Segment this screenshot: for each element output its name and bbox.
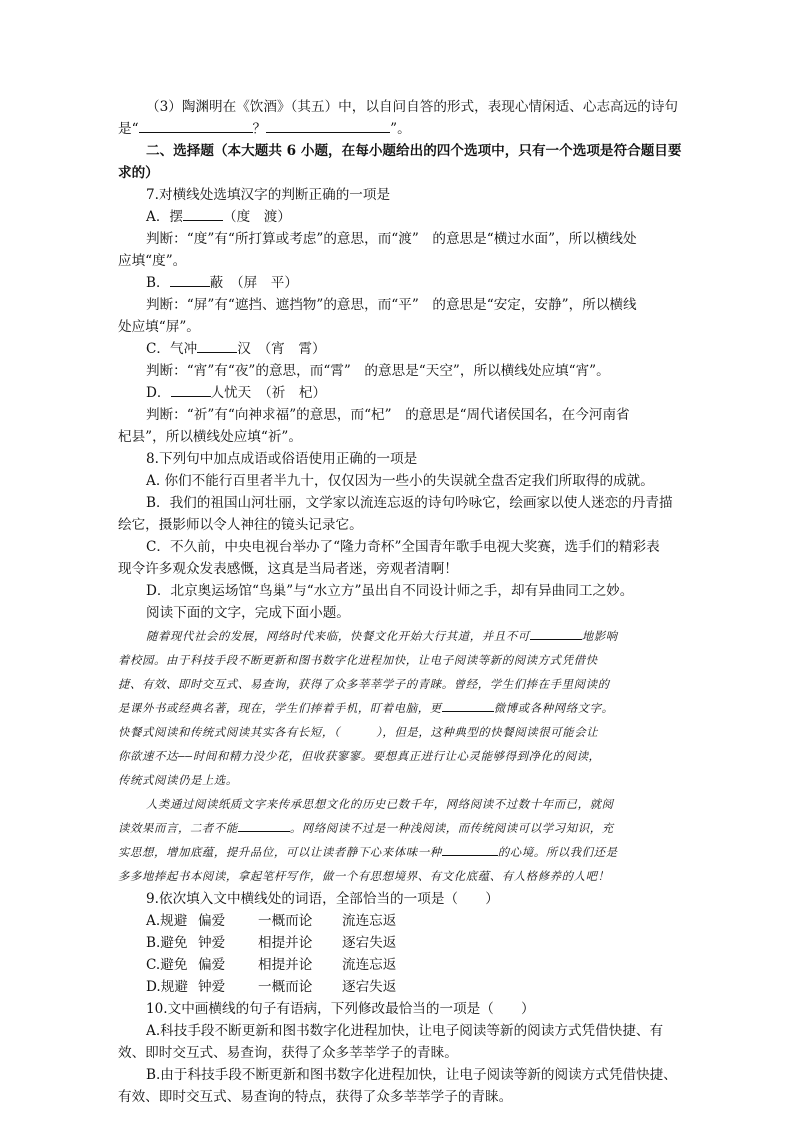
passage-blank-1: [530, 627, 582, 640]
q9-option-d: [118, 976, 698, 998]
q10-option-b-cont: 有效、即时交互式、易查询的特点，获得了众多莘莘学子的青睐。: [118, 1089, 513, 1105]
q7-c-tail: 汉 （宵 霄）: [237, 341, 326, 357]
q9-c-word-1: C.避免: [146, 957, 188, 973]
q9-option-b: [118, 932, 698, 954]
q9-c-word-4: 流连忘返: [342, 957, 397, 973]
q7-b-blank: [170, 272, 210, 287]
passage-p2-line3: [118, 840, 698, 864]
passage-blank-4: [442, 843, 498, 856]
passage-p1-line4: [118, 696, 698, 720]
q7-a-tail: （度 渡）: [223, 209, 291, 225]
passage-p2-line1: 人类通过阅读纸质文字来传承思想文化的历史已数千年，网络阅读不过数十年而已，就阅: [146, 797, 614, 811]
passage-p1-line6: 你欲速不达——时间和精力没少花，但收获寥寥。要想真正进行让心灵能够得到净化的阅读，: [118, 749, 601, 763]
passage-text: 是课外书或经典名著，现在，学生们捧着手机，盯着电脑，更: [118, 701, 442, 715]
q7-d-tail: 人忧天 （祈 杞）: [210, 385, 327, 401]
q9-a-word-3: 一概而论: [258, 913, 313, 929]
q9-b-word-2: 钟爱: [198, 935, 226, 951]
q9-d-word-4: 逐宕失返: [342, 979, 397, 995]
q7-c-judge: 判断：“宵”有“夜”的意思，而“霄” 的意思是“天空”，所以横线处应填“宵”。: [146, 363, 610, 379]
q9-option-c: [118, 954, 698, 976]
q7-option-b: [118, 272, 698, 294]
passage-text: 。网络阅读不过是一种浅阅读，而传统阅读可以学习知识，充: [289, 821, 614, 835]
passage-text: 地影响: [581, 629, 618, 643]
document-page: [118, 96, 698, 1108]
passage-text: 随着现代社会的发展，网络时代来临，快餐文化开始大行其道，并且不可: [146, 629, 530, 643]
q8-stem: 8.下列句中加点成语或俗语使用正确的一项是: [146, 451, 418, 467]
q6-3-line2: [118, 118, 698, 140]
q10-option-a: A.科技手段不断更新和图书数字化进程加快，让电子阅读等新的阅读方式凭借快捷、有: [146, 1023, 664, 1039]
q9-a-word-4: 流连忘返: [342, 913, 397, 929]
passage-blank-3: [238, 819, 290, 832]
q6-3-quote-close: ”。: [390, 121, 411, 137]
q9-b-word-1: B.避免: [146, 935, 188, 951]
q10-option-a-cont: 效、即时交互式、易查询，获得了众多莘莘学子的青睐。: [118, 1045, 458, 1061]
q9-stem: 9.依次填入文中横线处的词语，全部恰当的一项是（ ）: [146, 891, 499, 907]
q7-a-label: A．摆: [146, 209, 184, 225]
q6-3-question-mark: ？: [252, 121, 267, 137]
q9-a-word-2: 偏爱: [198, 913, 226, 929]
answer-blank-1[interactable]: [139, 118, 253, 133]
q9-d-word-2: 钟爱: [198, 979, 226, 995]
q8-option-c: C．不久前，中央电视台举办了“隆力奇杯”全国青年歌手电视大奖赛，选手们的精彩表: [146, 539, 660, 555]
q7-b-label: B．: [146, 275, 170, 291]
q7-b-judge: 判断：“屏”有“遮挡、遮挡物”的意思，而“平” 的意思是“安定，安静”，所以横线: [146, 297, 637, 313]
passage-p1-line5: 快餐式阅读和传统式阅读其实各有长短，（ ），但是，这种典型的快餐阅读很可能会让: [118, 725, 599, 739]
q7-a-judge: 判断：“度”有“所打算或考虑”的意思，而“渡” 的意思是“横过水面”，所以横线处: [146, 231, 637, 247]
section2-heading: 二、选择题（本大题共 6 小题，在每小题给出的四个选项中，只有一个选项是符合题目要: [146, 143, 682, 159]
section2-heading-cont: 求的）: [118, 165, 159, 181]
passage-p2-line2: [118, 816, 698, 840]
passage-text: 实思想，增加底蕴，提升品位，可以让读者静下心来体味一种: [118, 845, 442, 859]
q9-c-word-2: 偏爱: [198, 957, 226, 973]
passage-p1-line1: [118, 624, 698, 648]
answer-blank-2[interactable]: [266, 118, 390, 133]
q6-3-line1: （3）陶渊明在《饮酒》（其五）中，以自问自答的形式，表现心情闲适、心志高远的诗句: [146, 99, 679, 115]
q7-option-a: [118, 206, 698, 228]
q7-d-judge: 判断：“祈”有“向神求福”的意思，而“杞” 的意思是“周代诸侯国名，在今河南省: [146, 407, 630, 423]
q9-a-word-1: A.规避: [146, 913, 188, 929]
q8-option-b-cont: 绘它，摄影师以令人神往的镜头记录它。: [118, 517, 363, 533]
q7-a-judge-cont: 应填“度”。: [118, 253, 187, 269]
reading-intro: 阅读下面的文字，完成下面小题。: [146, 605, 350, 621]
q10-option-b: B.由于科技手段不断更新和图书数字化进程加快，让电子阅读等新的阅读方式凭借快捷、: [146, 1067, 677, 1083]
q7-d-blank: [171, 382, 211, 397]
q7-d-label: D．: [146, 385, 171, 401]
q9-d-word-1: D.规避: [146, 979, 188, 995]
passage-text: 的心境。所以我们还是: [497, 845, 618, 859]
passage-text: 读效果而言，二者不能: [118, 821, 238, 835]
q9-c-word-3: 相提并论: [258, 957, 313, 973]
passage-p1-line7: 传统式阅读仍是上选。: [118, 773, 238, 787]
q8-option-b: B．我们的祖国山河壮丽，文学家以流连忘返的诗句吟咏它，绘画家以使人迷恋的丹青描: [146, 495, 673, 511]
q7-b-tail: 蔽 （屏 平）: [209, 275, 298, 291]
q9-b-word-3: 相提并论: [258, 935, 313, 951]
passage-p1-line3: 捷、有效、即时交互式、易查询，获得了众多莘莘学子的青睐。曾经，学生们捧在手里阅读的: [118, 677, 610, 691]
q8-option-d: D．北京奥运场馆“鸟巢”与“水立方”虽出自不同设计师之手，却有异曲同工之妙。: [146, 583, 634, 599]
passage-p2-line4: 多多地捧起书本阅读，拿起笔杆写作，做一个有思想境界、有文化底蕴、有人格修养的人吧！: [118, 869, 610, 883]
q9-b-word-4: 逐宕失返: [342, 935, 397, 951]
q6-3-quote-open: 是“: [118, 121, 139, 137]
q7-a-blank: [183, 206, 223, 221]
q7-d-judge-cont: 杞县”，所以横线处应填“祈”。: [118, 429, 302, 445]
q7-b-judge-cont: 处应填“屏”。: [118, 319, 200, 335]
q9-option-a: [118, 910, 698, 932]
q9-d-word-3: 一概而论: [258, 979, 313, 995]
passage-text: 微博或各种网络文字。: [493, 701, 614, 715]
q7-stem: 7.对横线处选填汉字的判断正确的一项是: [146, 187, 391, 203]
q10-stem: 10.文中画横线的句子有语病，下列修改最恰当的一项是（ ）: [146, 1001, 535, 1017]
passage-blank-2: [442, 699, 494, 712]
q8-option-a: A. 你们不能行百里者半九十，仅仅因为一些小的失误就全盘否定我们所取得的成就。: [146, 473, 654, 489]
q8-option-c-cont: 现令许多观众发表感慨，这真是当局者迷，旁观者清啊！: [118, 561, 458, 577]
passage-p1-line2: 着校园。由于科技手段不断更新和图书数字化进程加快，让电子阅读等新的阅读方式凭借快: [118, 653, 598, 667]
q7-option-d: [118, 382, 698, 404]
q7-c-label: C．气冲: [146, 341, 198, 357]
q7-option-c: [118, 338, 698, 360]
q7-c-blank: [197, 338, 237, 353]
